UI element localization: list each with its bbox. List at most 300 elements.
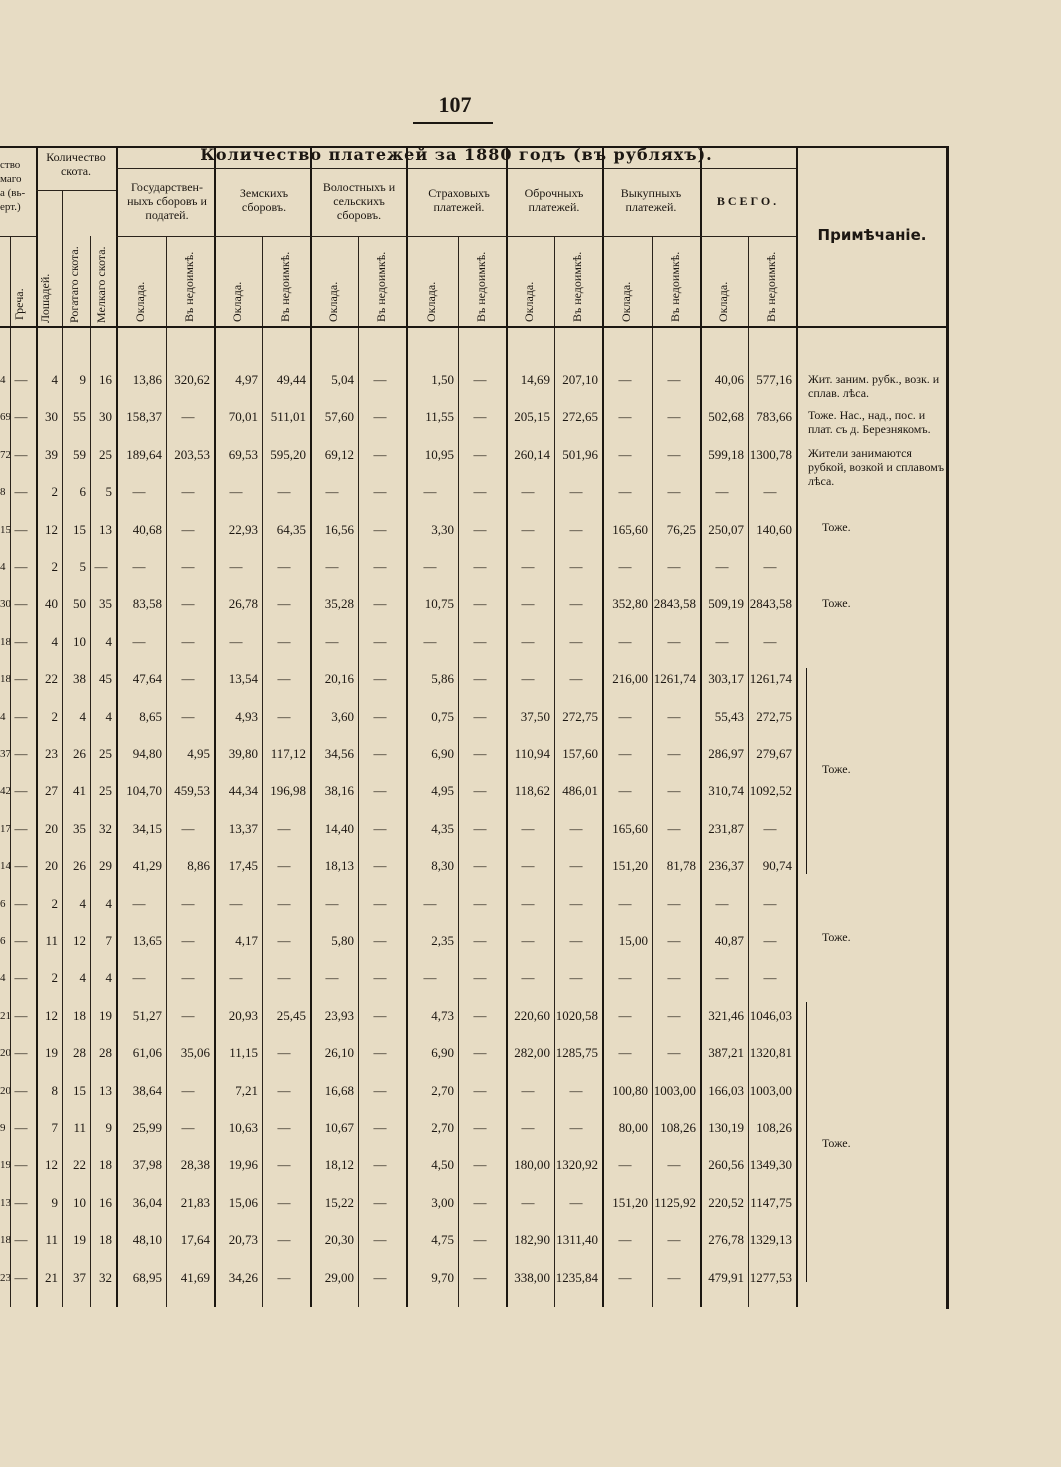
- table-cell: 2: [51, 970, 58, 985]
- table-cell: 3,00: [431, 1195, 454, 1210]
- header-horses: Лошадей.: [38, 273, 52, 323]
- table-cell: 1261,74: [749, 671, 792, 686]
- table-cell: —: [277, 1083, 291, 1098]
- table-cell: —: [473, 372, 487, 387]
- table-cell: —: [277, 559, 291, 574]
- table-cell: 50: [73, 596, 86, 611]
- table-cell: 16: [99, 1195, 112, 1210]
- table-cell: —: [14, 596, 28, 611]
- table-cell: 35: [73, 821, 86, 836]
- table-cell: 15: [73, 1083, 86, 1098]
- table-cell: —: [423, 896, 437, 911]
- table-cell: —: [373, 933, 387, 948]
- table-cell: 14,69: [520, 372, 550, 387]
- column-rule: [90, 236, 91, 1307]
- table-cell: 7,21: [235, 1083, 258, 1098]
- table-cell: 5,04: [331, 372, 354, 387]
- table-cell: 4,50: [431, 1157, 454, 1172]
- table-cell: —: [473, 559, 487, 574]
- table-cell: —: [373, 1157, 387, 1172]
- row-ref-fragment: 6: [0, 935, 6, 947]
- row-ref-fragment: 4: [0, 711, 6, 723]
- table-cell: 10: [73, 1195, 86, 1210]
- table-cell: 286,97: [708, 746, 744, 761]
- table-cell: 1300,78: [749, 447, 792, 462]
- table-cell: —: [423, 484, 437, 499]
- table-cell: 20,16: [324, 671, 354, 686]
- table-cell: 20: [45, 821, 58, 836]
- row-ref-fragment: 9: [0, 1122, 6, 1134]
- table-cell: 165,60: [612, 821, 648, 836]
- table-cell: —: [277, 933, 291, 948]
- table-cell: —: [181, 821, 195, 836]
- table-cell: 4: [105, 709, 112, 724]
- table-cell: 140,60: [756, 522, 792, 537]
- table-cell: —: [14, 522, 28, 537]
- table-cell: —: [618, 1232, 632, 1247]
- table-cell: 34,26: [228, 1270, 258, 1285]
- table-cell: 11,15: [229, 1045, 258, 1060]
- table-cell: 8,86: [187, 858, 210, 873]
- table-cell: —: [14, 1120, 28, 1135]
- table-cell: 4: [105, 970, 112, 985]
- table-cell: —: [618, 409, 632, 424]
- table-cell: —: [373, 1232, 387, 1247]
- table-cell: 10,75: [424, 596, 454, 611]
- table-cell: 40,68: [132, 522, 162, 537]
- table-cell: 1277,53: [749, 1270, 792, 1285]
- table-cell: 1020,58: [555, 1008, 598, 1023]
- table-cell: 260,14: [514, 447, 550, 462]
- table-cell: —: [373, 671, 387, 686]
- header-group-zemstvo: Земскихъ сборовъ.: [239, 186, 289, 214]
- table-cell: —: [715, 896, 729, 911]
- table-cell: 4,95: [187, 746, 210, 761]
- table-cell: 19,96: [228, 1157, 258, 1172]
- table-cell: —: [277, 821, 291, 836]
- table-cell: —: [423, 634, 437, 649]
- table-cell: 321,46: [708, 1008, 744, 1023]
- table-cell: 203,53: [174, 447, 210, 462]
- table-cell: 2843,58: [653, 596, 696, 611]
- table-cell: —: [569, 1083, 583, 1098]
- table-cell: —: [521, 596, 535, 611]
- table-cell: 69,12: [324, 447, 354, 462]
- row-ref-fragment: 37: [0, 748, 11, 760]
- table-cell: 35: [99, 596, 112, 611]
- table-cell: 26: [73, 746, 86, 761]
- table-cell: 13,86: [132, 372, 162, 387]
- table-cell: —: [181, 671, 195, 686]
- table-cell: —: [14, 783, 28, 798]
- table-cell: 4: [51, 634, 58, 649]
- table-cell: —: [373, 522, 387, 537]
- table-cell: 3,60: [331, 709, 354, 724]
- table-cell: 9: [105, 1120, 112, 1135]
- table-cell: —: [521, 858, 535, 873]
- table-cell: 272,75: [562, 709, 598, 724]
- row-ref-fragment: 18: [0, 1234, 11, 1246]
- table-cell: 38,16: [324, 783, 354, 798]
- header-left-fragment: ство маго а (вь- ерт.): [0, 159, 26, 213]
- table-cell: 352,80: [612, 596, 648, 611]
- table-cell: 118,62: [514, 783, 550, 798]
- note-text: Тоже.: [822, 930, 851, 944]
- table-cell: —: [473, 821, 487, 836]
- table-cell: —: [14, 409, 28, 424]
- table-cell: 1349,30: [749, 1157, 792, 1172]
- table-cell: —: [763, 559, 777, 574]
- table-cell: 220,52: [708, 1195, 744, 1210]
- table-cell: 6,90: [431, 746, 454, 761]
- note-text: Тоже.: [822, 596, 851, 610]
- table-cell: 11,55: [425, 409, 454, 424]
- grouping-brace: [806, 1002, 807, 1282]
- table-cell: 20,73: [228, 1232, 258, 1247]
- table-cell: 1,50: [431, 372, 454, 387]
- table-cell: 182,90: [514, 1232, 550, 1247]
- table-cell: —: [14, 858, 28, 873]
- table-cell: —: [373, 746, 387, 761]
- table-cell: 26,10: [324, 1045, 354, 1060]
- table-cell: —: [569, 522, 583, 537]
- table-cell: 4,73: [431, 1008, 454, 1023]
- table-cell: 16,56: [324, 522, 354, 537]
- table-cell: 130,19: [708, 1120, 744, 1135]
- table-cell: —: [473, 933, 487, 948]
- table-cell: 6,90: [431, 1045, 454, 1060]
- column-rule: [554, 236, 555, 1307]
- table-cell: 51,27: [132, 1008, 162, 1023]
- table-cell: —: [277, 634, 291, 649]
- table-cell: 10: [73, 634, 86, 649]
- table-cell: 4: [79, 970, 86, 985]
- table-cell: 19: [99, 1008, 112, 1023]
- table-cell: —: [132, 896, 146, 911]
- table-cell: 1092,52: [749, 783, 792, 798]
- note-text: Жители занимаются рубкой, возкой и сплавомъ лѣса.: [808, 446, 945, 488]
- table-cell: —: [14, 709, 28, 724]
- table-cell: 599,18: [708, 447, 744, 462]
- table-cell: —: [473, 746, 487, 761]
- table-cell: 100,80: [612, 1083, 648, 1098]
- subheader-oklada: Оклада.: [619, 281, 633, 322]
- grouping-brace: [806, 668, 807, 874]
- table-cell: 4,95: [431, 783, 454, 798]
- row-ref-fragment: 20: [0, 1085, 11, 1097]
- table-cell: —: [618, 372, 632, 387]
- header-small: Мелкаго скота.: [94, 246, 108, 323]
- subheader-nedoimka: Въ недоимкѣ.: [570, 251, 584, 322]
- table-cell: —: [181, 933, 195, 948]
- table-cell: —: [132, 559, 146, 574]
- table-cell: 104,70: [126, 783, 162, 798]
- table-cell: —: [181, 559, 195, 574]
- column-rule: [358, 236, 359, 1307]
- table-cell: 12: [45, 1008, 58, 1023]
- table-cell: —: [277, 1195, 291, 1210]
- table-cell: 25: [99, 783, 112, 798]
- table-cell: —: [667, 447, 681, 462]
- table-cell: —: [373, 409, 387, 424]
- table-cell: 23,93: [324, 1008, 354, 1023]
- table-cell: 2: [51, 484, 58, 499]
- table-cell: 37,50: [520, 709, 550, 724]
- table-cell: —: [667, 634, 681, 649]
- table-cell: 509,19: [708, 596, 744, 611]
- table-cell: 41: [73, 783, 86, 798]
- table-cell: 501,96: [562, 447, 598, 462]
- subheader-oklada: Оклада.: [716, 281, 730, 322]
- table-cell: 32: [99, 1270, 112, 1285]
- table-cell: —: [521, 1120, 535, 1135]
- table-cell: 157,60: [562, 746, 598, 761]
- table-cell: —: [521, 970, 535, 985]
- table-cell: —: [473, 709, 487, 724]
- table-cell: 595,20: [270, 447, 306, 462]
- table-cell: 21: [45, 1270, 58, 1285]
- table-cell: —: [569, 559, 583, 574]
- table-cell: —: [667, 746, 681, 761]
- table-cell: —: [373, 1270, 387, 1285]
- table-cell: 25,99: [132, 1120, 162, 1135]
- table-cell: —: [181, 1120, 195, 1135]
- table-cell: 13,54: [228, 671, 258, 686]
- table-cell: 25: [99, 746, 112, 761]
- page-number: 107: [438, 92, 472, 117]
- table-cell: 2,70: [431, 1083, 454, 1098]
- header-cattle-group: Количество скота.: [46, 150, 106, 178]
- table-cell: 189,64: [126, 447, 162, 462]
- table-cell: —: [277, 1157, 291, 1172]
- table-cell: —: [277, 1045, 291, 1060]
- table-cell: —: [569, 821, 583, 836]
- table-cell: 22: [45, 671, 58, 686]
- table-cell: —: [715, 970, 729, 985]
- table-cell: 108,26: [756, 1120, 792, 1135]
- table-cell: 1003,00: [653, 1083, 696, 1098]
- subheader-nedoimka: Въ недоимкѣ.: [668, 251, 682, 322]
- table-cell: —: [618, 970, 632, 985]
- table-cell: —: [325, 896, 339, 911]
- table-cell: —: [667, 1157, 681, 1172]
- table-cell: —: [473, 484, 487, 499]
- subheader-nedoimka: Въ недоимкѣ.: [182, 251, 196, 322]
- table-cell: —: [473, 1120, 487, 1135]
- table-cell: —: [521, 933, 535, 948]
- table-cell: —: [325, 559, 339, 574]
- table-cell: 23: [45, 746, 58, 761]
- table-cell: —: [521, 634, 535, 649]
- table-cell: 34,56: [324, 746, 354, 761]
- table-cell: 59: [73, 447, 86, 462]
- table-cell: —: [373, 484, 387, 499]
- table-cell: —: [181, 1083, 195, 1098]
- table-cell: 2,70: [431, 1120, 454, 1135]
- header-rule: [116, 236, 796, 237]
- table-cell: 2,35: [431, 933, 454, 948]
- table-cell: —: [521, 821, 535, 836]
- table-cell: 70,01: [228, 409, 258, 424]
- table-cell: —: [181, 634, 195, 649]
- table-cell: 45: [99, 671, 112, 686]
- table-cell: —: [229, 896, 243, 911]
- table-cell: 1285,75: [555, 1045, 598, 1060]
- table-cell: 35,06: [180, 1045, 210, 1060]
- table-cell: —: [181, 484, 195, 499]
- table-cell: —: [277, 858, 291, 873]
- table-cell: 18: [99, 1157, 112, 1172]
- row-ref-fragment: 8: [0, 486, 6, 498]
- table-cell: —: [373, 1195, 387, 1210]
- table-cell: 3,30: [431, 522, 454, 537]
- table-cell: 236,37: [708, 858, 744, 873]
- table-cell: 511,01: [270, 409, 306, 424]
- table-cell: —: [569, 484, 583, 499]
- table-cell: 13,37: [228, 821, 258, 836]
- table-cell: 108,26: [660, 1120, 696, 1135]
- note-text: Тоже.: [822, 520, 851, 534]
- table-cell: 25,45: [276, 1008, 306, 1023]
- table-cell: —: [763, 821, 777, 836]
- table-cell: —: [229, 634, 243, 649]
- table-cell: —: [763, 933, 777, 948]
- table-cell: 4,35: [431, 821, 454, 836]
- table-cell: 48,10: [132, 1232, 162, 1247]
- table-cell: —: [14, 634, 28, 649]
- table-cell: 76,25: [666, 522, 696, 537]
- table-cell: 80,00: [618, 1120, 648, 1135]
- table-cell: 83,58: [132, 596, 162, 611]
- table-cell: —: [14, 484, 28, 499]
- table-cell: 577,16: [756, 372, 792, 387]
- table-cell: 4: [79, 896, 86, 911]
- table-cell: —: [132, 484, 146, 499]
- table-cell: 81,78: [666, 858, 696, 873]
- header-grechi: Греча.: [12, 288, 26, 320]
- table-cell: —: [277, 671, 291, 686]
- table-cell: 22: [73, 1157, 86, 1172]
- table-cell: 10,95: [424, 447, 454, 462]
- table-cell: —: [521, 896, 535, 911]
- table-cell: 486,01: [562, 783, 598, 798]
- table-cell: —: [667, 896, 681, 911]
- table-cell: —: [14, 372, 28, 387]
- table-cell: —: [667, 559, 681, 574]
- table-cell: —: [373, 970, 387, 985]
- page-number-underline: [413, 122, 493, 124]
- table-cell: —: [373, 858, 387, 873]
- subheader-oklada: Оклада.: [326, 281, 340, 322]
- table-cell: 28: [73, 1045, 86, 1060]
- header-rule: [116, 168, 796, 169]
- table-cell: —: [473, 1270, 487, 1285]
- table-cell: 272,75: [756, 709, 792, 724]
- table-cell: 94,80: [132, 746, 162, 761]
- table-cell: 29,00: [324, 1270, 354, 1285]
- table-cell: —: [277, 1270, 291, 1285]
- table-cell: 26: [73, 858, 86, 873]
- table-cell: —: [667, 1045, 681, 1060]
- column-rule: [10, 236, 11, 1307]
- table-cell: 12: [45, 1157, 58, 1172]
- table-cell: 4: [105, 896, 112, 911]
- table-cell: —: [667, 484, 681, 499]
- table-cell: 479,91: [708, 1270, 744, 1285]
- table-cell: —: [373, 1008, 387, 1023]
- table-cell: —: [569, 933, 583, 948]
- column-rule: [458, 236, 459, 1307]
- table-cell: —: [181, 522, 195, 537]
- table-cell: —: [373, 1120, 387, 1135]
- table-cell: —: [373, 634, 387, 649]
- table-cell: —: [181, 409, 195, 424]
- table-cell: 196,98: [270, 783, 306, 798]
- table-cell: —: [618, 484, 632, 499]
- table-cell: —: [569, 970, 583, 985]
- table-cell: 18,12: [324, 1157, 354, 1172]
- table-cell: —: [618, 709, 632, 724]
- row-ref-fragment: 15: [0, 524, 11, 536]
- table-cell: —: [277, 1232, 291, 1247]
- table-cell: 18: [99, 1232, 112, 1247]
- table-cell: 34,15: [132, 821, 162, 836]
- table-cell: —: [667, 783, 681, 798]
- note-text: Жит. заним. рубк., возк. и сплав. лѣса.: [808, 372, 940, 400]
- column-rule: [262, 236, 263, 1307]
- header-group-volost: Волостныхъ и сельскихъ сборовъ.: [322, 180, 396, 222]
- table-cell: 40,06: [714, 372, 744, 387]
- row-ref-fragment: 13: [0, 1197, 11, 1209]
- table-cell: 166,03: [708, 1083, 744, 1098]
- table-cell: 260,56: [708, 1157, 744, 1172]
- table-cell: 13: [99, 1083, 112, 1098]
- row-ref-fragment: 17: [0, 823, 11, 835]
- table-cell: 320,62: [174, 372, 210, 387]
- table-cell: 387,21: [708, 1045, 744, 1060]
- table-cell: 205,15: [514, 409, 550, 424]
- column-rule: [748, 236, 749, 1307]
- table-cell: —: [618, 1045, 632, 1060]
- table-cell: —: [667, 372, 681, 387]
- table-cell: —: [569, 671, 583, 686]
- header-horned: Рогатаго скота.: [67, 246, 81, 323]
- table-cell: —: [373, 596, 387, 611]
- table-cell: —: [521, 671, 535, 686]
- table-cell: —: [325, 484, 339, 499]
- table-cell: —: [94, 559, 108, 574]
- table-cell: 4,75: [431, 1232, 454, 1247]
- table-cell: —: [14, 1008, 28, 1023]
- table-cell: —: [667, 1270, 681, 1285]
- table-cell: —: [181, 1008, 195, 1023]
- table-cell: —: [373, 1083, 387, 1098]
- table-cell: 1320,81: [749, 1045, 792, 1060]
- table-cell: —: [618, 746, 632, 761]
- header-note: Примѣчаніе.: [817, 226, 927, 244]
- table-cell: —: [14, 933, 28, 948]
- table-cell: 279,67: [756, 746, 792, 761]
- table-cell: 39,80: [228, 746, 258, 761]
- table-cell: 19: [73, 1232, 86, 1247]
- table-cell: —: [423, 559, 437, 574]
- table-cell: 165,60: [612, 522, 648, 537]
- subheader-nedoimka: Въ недоимкѣ.: [474, 251, 488, 322]
- table-cell: 18,13: [324, 858, 354, 873]
- table-cell: 4: [51, 372, 58, 387]
- table-cell: —: [618, 1270, 632, 1285]
- table-cell: 250,07: [708, 522, 744, 537]
